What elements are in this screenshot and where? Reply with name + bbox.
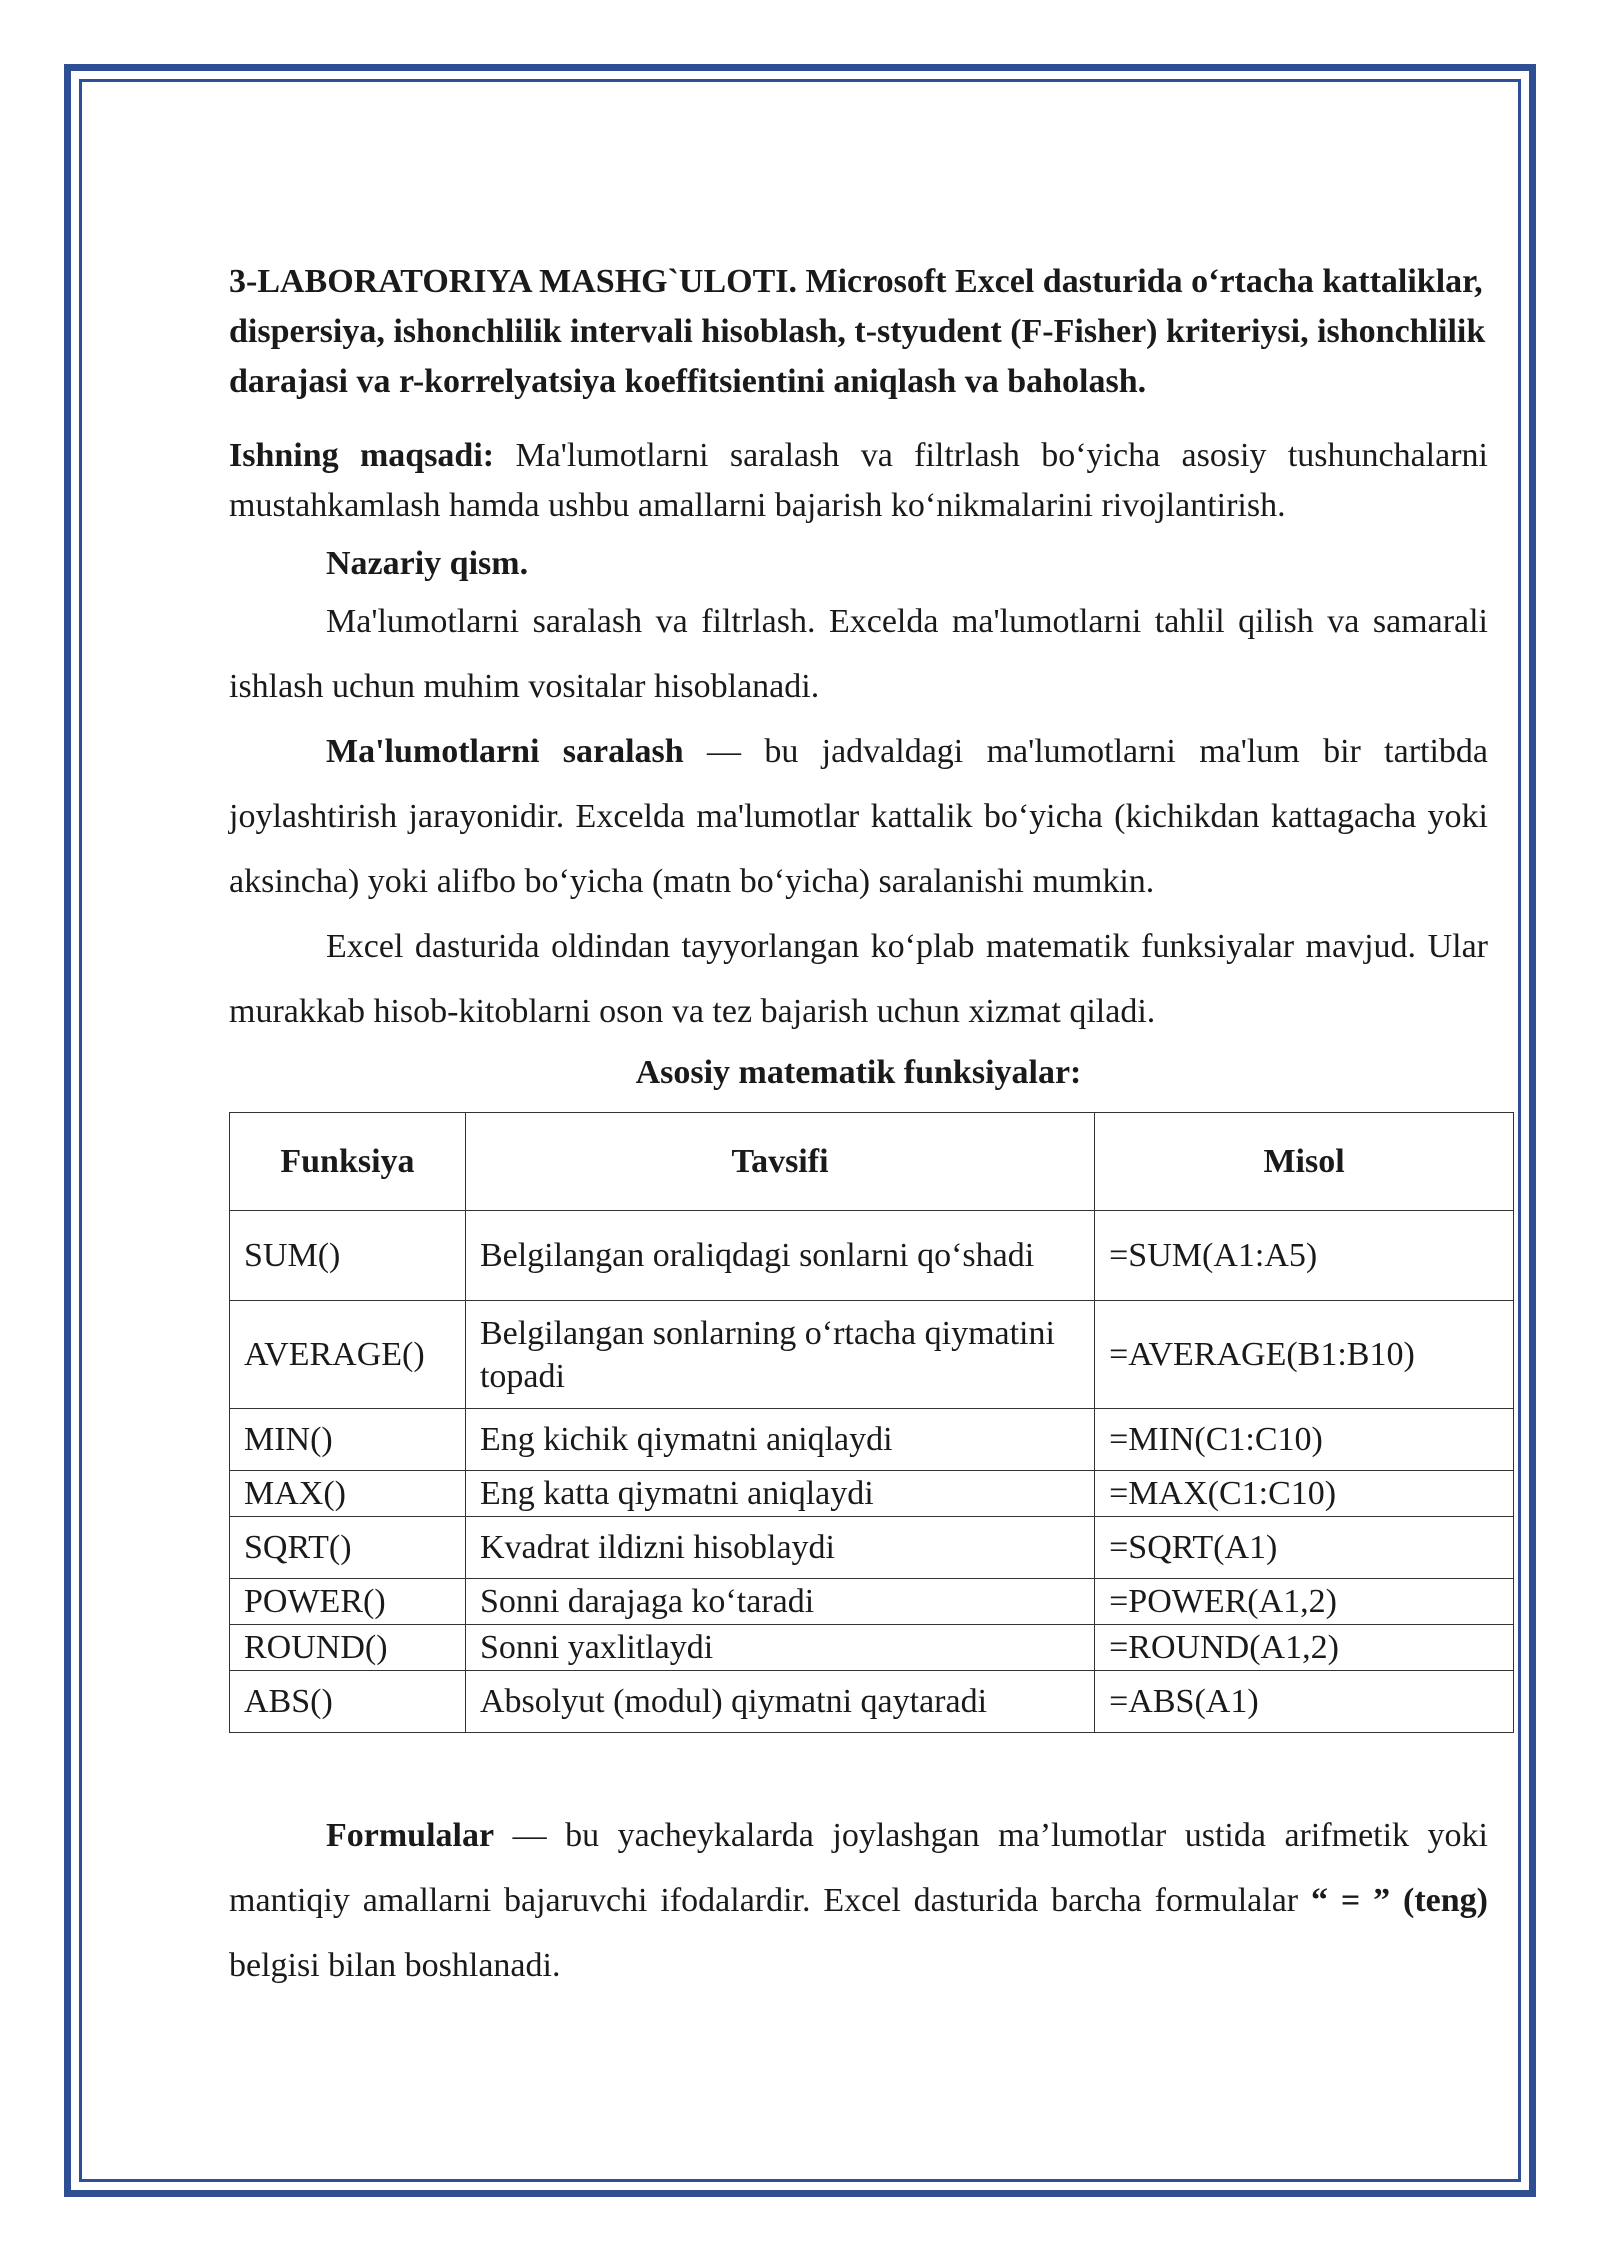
table-cell-description: Kvadrat ildizni hisoblaydi (465, 1517, 1094, 1579)
table-cell-function: MAX() (230, 1471, 466, 1517)
table-cell-example: =MAX(C1:C10) (1095, 1471, 1514, 1517)
goal-text: Ma'lumotlarni saralash va filtrlash bo‘yicha asosiy tushunchalarni mustahkamlash hamda ushbu amallarni bajarish ko‘nikmalarini rivojlantirish. (229, 437, 1488, 524)
document-title: 3-LABORATORIYA MASHG`ULOTI. Microsoft Excel dasturida o‘rtacha kattaliklar, dispersiya, ishonchlilik intervali hisoblash, t-styudent (F-Fisher) kriteriysi, ishonchlilik darajasi va r-korrelyatsiya koeffitsientini aniqlash va baholash. (229, 263, 1486, 400)
paragraph-functions-intro: Excel dasturida oldindan tayyorlangan ko‘plab matematik funksiyalar mavjud. Ular murakkab hisob-kitoblarni oson va tez bajarish uchun xizmat qiladi. (229, 928, 1488, 1030)
table-cell-function: MIN() (230, 1409, 466, 1471)
table-cell-example: =MIN(C1:C10) (1095, 1409, 1514, 1471)
table-header-row (230, 1113, 1514, 1211)
formulas-term: Formulalar (326, 1817, 495, 1854)
goal-label: Ishning maqsadi: (229, 437, 495, 474)
table-row (230, 1301, 1514, 1409)
table-header-example: Misol (1095, 1113, 1514, 1211)
table-cell-example: =SUM(A1:A5) (1095, 1211, 1514, 1301)
table-cell-description: Absolyut (modul) qiymatni qaytaradi (465, 1671, 1094, 1733)
table-cell-function: ROUND() (230, 1625, 466, 1671)
formulas-text: — bu yacheykalarda joylashgan ma’lumotlar ustida arifmetik yoki mantiqiy amallarni bajaruvchi ifodalardir. Excel dasturida barcha formulalar (229, 1817, 1488, 1919)
table-row (230, 1579, 1514, 1625)
formulas-text-end: belgisi bilan boshlanadi. (229, 1947, 561, 1984)
table-row (230, 1211, 1514, 1301)
table-cell-description: Sonni yaxlitlaydi (465, 1625, 1094, 1671)
table-cell-description: Belgilangan sonlarning o‘rtacha qiymatini topadi (465, 1301, 1094, 1409)
table-cell-example: =AVERAGE(B1:B10) (1095, 1301, 1514, 1409)
paragraph-formulas (229, 1803, 1488, 1998)
table-row (230, 1625, 1514, 1671)
goal-paragraph (229, 431, 1488, 531)
table-row (230, 1671, 1514, 1733)
table-cell-description: Eng kichik qiymatni aniqlaydi (465, 1409, 1094, 1471)
sorting-term: Ma'lumotlarni saralash (326, 733, 684, 770)
table-header-function: Funksiya (230, 1113, 466, 1211)
table-row (230, 1517, 1514, 1579)
table-cell-example: =SQRT(A1) (1095, 1517, 1514, 1579)
theory-heading (229, 539, 1488, 589)
table-cell-function: POWER() (230, 1579, 466, 1625)
equals-sign-term: “ = ” (teng) (1311, 1882, 1488, 1919)
table-cell-description: Belgilangan oraliqdagi sonlarni qo‘shadi (465, 1211, 1094, 1301)
table-cell-function: SQRT() (230, 1517, 466, 1579)
document-body (229, 257, 1488, 1998)
table-cell-description: Sonni darajaga ko‘taradi (465, 1579, 1094, 1625)
table-caption: Asosiy matematik funksiyalar: (635, 1054, 1082, 1091)
theory-heading-text: Nazariy qism. (326, 545, 529, 582)
functions-table (229, 1112, 1514, 1733)
table-row (230, 1409, 1514, 1471)
paragraph-sorting-definition (229, 719, 1488, 914)
table-row (230, 1471, 1514, 1517)
sorting-text: — bu jadvaldagi ma'lumotlarni ma'lum bir tartibda joylashtirish jarayonidir. Excelda ma'lumotlar kattalik bo‘yicha (kichikdan kattagacha yoki aksincha) yoki alifbo bo‘yicha (matn bo‘yicha) saralanishi mumkin. (229, 733, 1488, 900)
table-header-description: Tavsifi (465, 1113, 1094, 1211)
table-cell-function: AVERAGE() (230, 1301, 466, 1409)
table-cell-function: SUM() (230, 1211, 466, 1301)
paragraph-sorting-filtering: Ma'lumotlarni saralash va filtrlash. Excelda ma'lumotlarni tahlil qilish va samarali ishlash uchun muhim vositalar hisoblanadi. (229, 603, 1488, 705)
table-cell-description: Eng katta qiymatni aniqlaydi (465, 1471, 1094, 1517)
table-cell-example: =ROUND(A1,2) (1095, 1625, 1514, 1671)
table-cell-function: ABS() (230, 1671, 466, 1733)
table-cell-example: =ABS(A1) (1095, 1671, 1514, 1733)
table-cell-example: =POWER(A1,2) (1095, 1579, 1514, 1625)
